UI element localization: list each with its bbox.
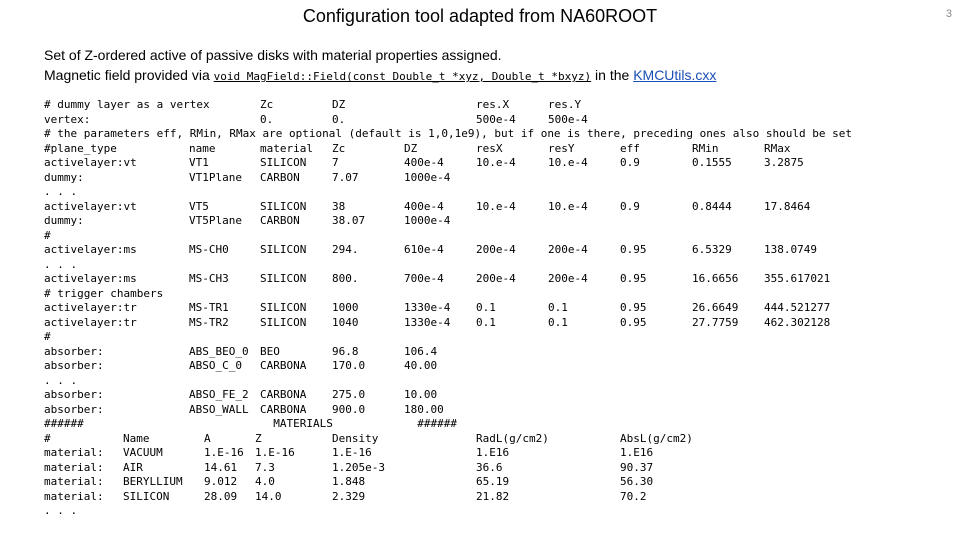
config-cell: 1000 <box>332 301 359 314</box>
config-line <box>44 272 944 287</box>
config-cell: 7.07 <box>332 170 359 184</box>
config-cell: MS-CH0 <box>189 243 229 256</box>
config-cell: 3.2875 <box>764 156 804 169</box>
material-cell: 1.E-16 <box>204 446 244 459</box>
config-cell: 1000e-4 <box>404 214 451 227</box>
config-cell: resY <box>548 141 575 155</box>
config-cell: activelayer:ms <box>44 243 137 256</box>
material-cell: material: <box>44 475 104 488</box>
material-cell: 1.E-16 <box>255 446 295 459</box>
slide-number: 3 <box>945 8 952 20</box>
config-cell: CARBON <box>260 170 300 184</box>
config-cell: 38.07 <box>332 214 366 227</box>
config-cell: 610e-4 <box>404 243 444 256</box>
config-cell: CARBONA <box>260 359 307 372</box>
magfield-code-reference: void MagField::Field(const Double_t *xyz, Double_t *bxyz) <box>213 70 592 83</box>
config-cell: MS-TR2 <box>189 315 229 329</box>
config-cell: material <box>260 141 313 155</box>
config-cell: # the parameters eff, RMin, RMax are optional (default is 1,0,1e9), but if one is there, preceding ones also should be set <box>44 127 852 140</box>
config-cell: . . . <box>44 257 78 271</box>
config-cell: # trigger chambers <box>44 286 164 300</box>
intro-line-2-mid: in the <box>591 67 634 83</box>
material-cell: 36.6 <box>476 460 503 474</box>
config-cell: 0. <box>260 112 274 126</box>
config-cell: MS-CH3 <box>189 272 229 285</box>
config-cell: activelayer:ms <box>44 272 137 285</box>
material-cell: 1.E16 <box>620 446 654 459</box>
config-cell: 0. <box>332 112 346 126</box>
config-cell: resX <box>476 141 503 155</box>
material-row <box>44 490 944 505</box>
config-cell: absorber: <box>44 402 104 416</box>
config-cell: 10.e-4 <box>548 156 588 169</box>
config-cell: VT5Plane <box>189 214 242 227</box>
materials-header-cell: Density <box>332 431 379 445</box>
material-cell: 28.09 <box>204 489 238 503</box>
config-comment-line <box>44 258 944 273</box>
config-comment-line <box>44 374 944 389</box>
config-cell: 200e-4 <box>476 272 516 285</box>
config-cell: 10.e-4 <box>548 199 588 213</box>
config-cell: 500e-4 <box>476 112 516 126</box>
config-cell: 200e-4 <box>548 243 588 256</box>
config-cell: CARBONA <box>260 402 307 416</box>
config-cell: 700e-4 <box>404 272 444 285</box>
config-line <box>44 417 944 432</box>
config-cell: 6.5329 <box>692 243 732 256</box>
config-cell: 275.0 <box>332 388 366 401</box>
config-line <box>44 156 944 171</box>
kmcutils-link[interactable]: KMCUtils.cxx <box>633 67 717 83</box>
config-listing <box>44 98 944 519</box>
config-line <box>44 214 944 229</box>
config-cell: 0.9 <box>620 199 640 213</box>
config-cell: MATERIALS <box>260 417 333 430</box>
material-cell: 2.329 <box>332 489 366 503</box>
config-cell: BEO <box>260 344 280 358</box>
config-cell: name <box>189 141 216 155</box>
config-cell: Zc <box>332 141 346 155</box>
config-cell: 10.00 <box>404 388 438 401</box>
config-cell: ABS_BEO_0 <box>189 344 249 358</box>
config-cell: # <box>44 228 51 242</box>
materials-header-cell: AbsL(g/cm2) <box>620 431 693 445</box>
config-cell: SILICON <box>260 199 307 213</box>
materials-header-cell: Z <box>255 431 262 445</box>
config-cell: 180.00 <box>404 402 444 416</box>
config-cell: SILICON <box>260 243 307 256</box>
config-line <box>44 316 944 331</box>
material-cell: 14.0 <box>255 489 282 503</box>
config-cell: 10.e-4 <box>476 156 516 169</box>
config-cell: 27.7759 <box>692 315 739 329</box>
config-cell: ###### <box>404 417 457 430</box>
material-cell: 1.205e-3 <box>332 460 385 474</box>
material-cell: 1.E-16 <box>332 446 372 459</box>
material-cell: BERYLLIUM <box>123 475 183 488</box>
config-cell: VT1Plane <box>189 170 242 184</box>
config-cell: 800. <box>332 272 359 285</box>
config-cell: DZ <box>404 141 418 155</box>
config-line <box>44 403 944 418</box>
config-cell: 16.6656 <box>692 272 739 285</box>
config-cell: DZ <box>332 98 346 111</box>
material-cell: 56.30 <box>620 475 654 488</box>
intro-line-2-prefix: Magnetic field provided via <box>44 67 214 83</box>
materials-header-cell: Name <box>123 431 150 445</box>
config-cell: 7 <box>332 156 339 169</box>
materials-ellipsis: . . . <box>44 504 78 517</box>
material-row <box>44 461 944 476</box>
config-cell: 355.617021 <box>764 272 831 285</box>
material-cell: 70.2 <box>620 489 647 503</box>
config-line <box>44 388 944 403</box>
material-cell: SILICON <box>123 489 170 503</box>
config-cell: absorber: <box>44 344 104 358</box>
config-cell: 17.8464 <box>764 199 811 213</box>
intro-text <box>44 45 716 87</box>
config-cell: . . . <box>44 185 78 198</box>
config-cell: 200e-4 <box>476 243 516 256</box>
material-cell: material: <box>44 489 104 503</box>
config-cell: # dummy layer as a vertex <box>44 98 210 111</box>
config-cell: SILICON <box>260 272 307 285</box>
config-cell: 200e-4 <box>548 272 588 285</box>
config-line <box>44 345 944 360</box>
config-cell: 1330e-4 <box>404 301 451 314</box>
material-cell: material: <box>44 446 104 459</box>
config-cell: # <box>44 330 51 343</box>
material-cell: 21.82 <box>476 489 510 503</box>
config-cell: 170.0 <box>332 359 366 372</box>
config-cell: 0.95 <box>620 272 647 285</box>
config-line <box>44 142 944 157</box>
config-comment-line <box>44 185 944 200</box>
config-cell: ###### <box>44 417 84 430</box>
config-cell: 0.1 <box>548 315 568 329</box>
config-line <box>44 113 944 128</box>
config-cell: MS-TR1 <box>189 301 229 314</box>
config-cell: 0.1 <box>476 301 496 314</box>
config-line <box>44 98 944 113</box>
config-cell: 10.e-4 <box>476 199 516 213</box>
slide-title: Configuration tool adapted from NA60ROOT <box>302 6 658 26</box>
config-cell: absorber: <box>44 388 104 401</box>
config-cell: 0.1 <box>548 301 568 314</box>
config-cell: SILICON <box>260 156 307 169</box>
config-cell: 462.302128 <box>764 315 831 329</box>
config-comment-line <box>44 330 944 345</box>
config-cell: RMax <box>764 141 791 155</box>
config-cell: CARBONA <box>260 388 307 401</box>
material-cell: 90.37 <box>620 460 654 474</box>
config-line <box>44 171 944 186</box>
config-cell: SILICON <box>260 301 307 314</box>
config-cell: 900.0 <box>332 402 366 416</box>
config-cell: ABSO_C_0 <box>189 359 242 372</box>
config-cell: 0.1 <box>476 315 496 329</box>
config-cell: vertex: <box>44 112 91 126</box>
materials-header <box>44 432 944 447</box>
material-cell: 7.3 <box>255 460 275 474</box>
materials-header-cell: # <box>44 431 51 445</box>
config-cell: dummy: <box>44 214 84 227</box>
config-comment-line <box>44 287 944 302</box>
config-cell: absorber: <box>44 359 104 372</box>
config-cell: 0.95 <box>620 315 647 329</box>
config-cell: #plane_type <box>44 141 117 155</box>
config-cell: 106.4 <box>404 344 438 358</box>
config-line <box>44 359 944 374</box>
config-cell: RMin <box>692 141 719 155</box>
intro-line-1: Set of Z-ordered active of passive disks with material properties assigned. <box>44 47 502 63</box>
config-line <box>44 301 944 316</box>
material-row <box>44 446 944 461</box>
config-cell: 1330e-4 <box>404 315 451 329</box>
intro-line-2 <box>44 65 716 87</box>
materials-header-cell: A <box>204 431 211 445</box>
config-cell: Zc <box>260 98 274 111</box>
material-cell: AIR <box>123 460 143 474</box>
config-cell: activelayer:vt <box>44 156 137 169</box>
config-cell: 400e-4 <box>404 199 444 213</box>
config-cell: activelayer:tr <box>44 315 137 329</box>
config-comment-line <box>44 127 944 142</box>
material-cell: material: <box>44 460 104 474</box>
config-cell: VT5 <box>189 199 209 213</box>
config-cell: 444.521277 <box>764 301 831 314</box>
config-cell: 1000e-4 <box>404 170 451 184</box>
config-cell: CARBON <box>260 214 300 227</box>
config-cell: VT1 <box>189 156 209 169</box>
config-cell: 26.6649 <box>692 301 739 314</box>
config-cell: 0.95 <box>620 301 647 314</box>
material-cell: VACUUM <box>123 446 163 459</box>
config-cell: 96.8 <box>332 344 359 358</box>
config-cell: 38 <box>332 199 346 213</box>
config-cell: 0.8444 <box>692 199 732 213</box>
config-cell: activelayer:tr <box>44 301 137 314</box>
config-line <box>44 243 944 258</box>
material-cell: 65.19 <box>476 475 510 488</box>
config-cell: res.X <box>476 98 510 111</box>
materials-header-cell: RadL(g/cm2) <box>476 431 549 445</box>
config-cell: 0.1555 <box>692 156 732 169</box>
config-cell: 138.0749 <box>764 243 817 256</box>
config-line <box>44 200 944 215</box>
config-cell: 40.00 <box>404 359 438 372</box>
material-cell: 4.0 <box>255 475 275 488</box>
material-cell: 1.E16 <box>476 446 510 459</box>
config-comment-line <box>44 229 944 244</box>
config-cell: 500e-4 <box>548 112 588 126</box>
material-row <box>44 475 944 490</box>
config-cell: res.Y <box>548 98 582 111</box>
config-cell: 0.9 <box>620 156 640 169</box>
config-cell: ABSO_WALL <box>189 402 249 416</box>
config-cell: 0.95 <box>620 243 647 256</box>
config-cell: dummy: <box>44 170 84 184</box>
config-cell: 1040 <box>332 315 359 329</box>
config-cell: ABSO_FE_2 <box>189 388 249 401</box>
config-cell: 294. <box>332 243 359 256</box>
config-cell: 400e-4 <box>404 156 444 169</box>
material-cell: 9.012 <box>204 475 238 488</box>
config-cell: SILICON <box>260 315 307 329</box>
config-cell: . . . <box>44 373 78 387</box>
material-cell: 1.848 <box>332 475 366 488</box>
config-cell: eff <box>620 141 640 155</box>
material-cell: 14.61 <box>204 460 238 474</box>
config-cell: activelayer:vt <box>44 199 137 213</box>
